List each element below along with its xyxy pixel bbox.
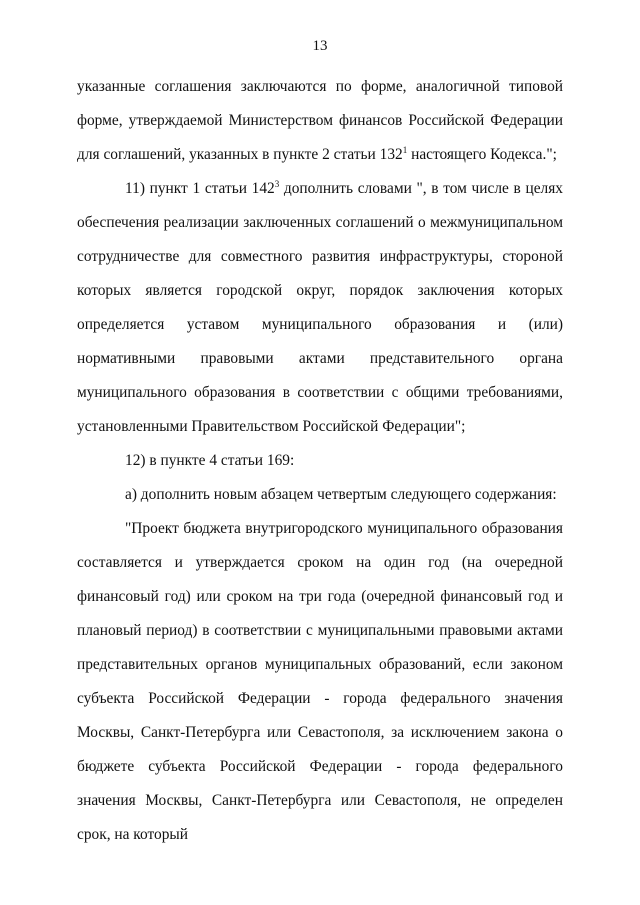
superscript-3: 3: [274, 179, 280, 189]
paragraph-2: [77, 172, 563, 444]
superscript-1: 1: [402, 145, 408, 155]
paragraph-2-text-end: дополнить словами ", в том числе в целях обеспечения реализации заключенных соглашений о межмуниципальном сотрудничестве для совместного развития инфраструктуры, стороной которых является городской округ, порядок заключения которых определяется уставом муниципального образования и (или) нормативными правовыми актами представительного органа муниципального образования в соответствии с общими требованиями, установленными Правительством Российской Федерации";: [77, 180, 563, 435]
page-number: 13: [312, 38, 328, 54]
paragraph-1-text-end: настоящего Кодекса.";: [407, 146, 557, 163]
paragraph-2-text: 11) пункт 1 статьи 142: [125, 180, 275, 197]
document-body: [77, 70, 563, 852]
paragraph-3: 12) в пункте 4 статьи 169:: [125, 452, 295, 469]
paragraph-1: [77, 70, 563, 172]
paragraph-5: "Проект бюджета внутригородского муниципального образования составляется и утверждается сроком на один год (на очередной финансовый год) или сроком на три года (очередной финансовый год и плановый период) в соответствии с муниципальными правовыми актами представительных органов муниципальных образований, если законом субъекта Российской Федерации - города федерального значения Москвы, Санкт-Петербурга или Севастополя, за исключением закона о бюджете субъекта Российской Федерации - города федерального значения Москвы, Санкт-Петербурга или Севастополя, не определен срок, на который: [77, 520, 563, 843]
paragraph-1-text: указанные соглашения заключаются по форме, аналогичной типовой форме, утверждаемой Министерством финансов Российской Федерации для соглашений, указанных в пункте 2 статьи 132: [77, 78, 563, 163]
paragraph-4: а) дополнить новым абзацем четвертым следующего содержания:: [125, 486, 557, 503]
